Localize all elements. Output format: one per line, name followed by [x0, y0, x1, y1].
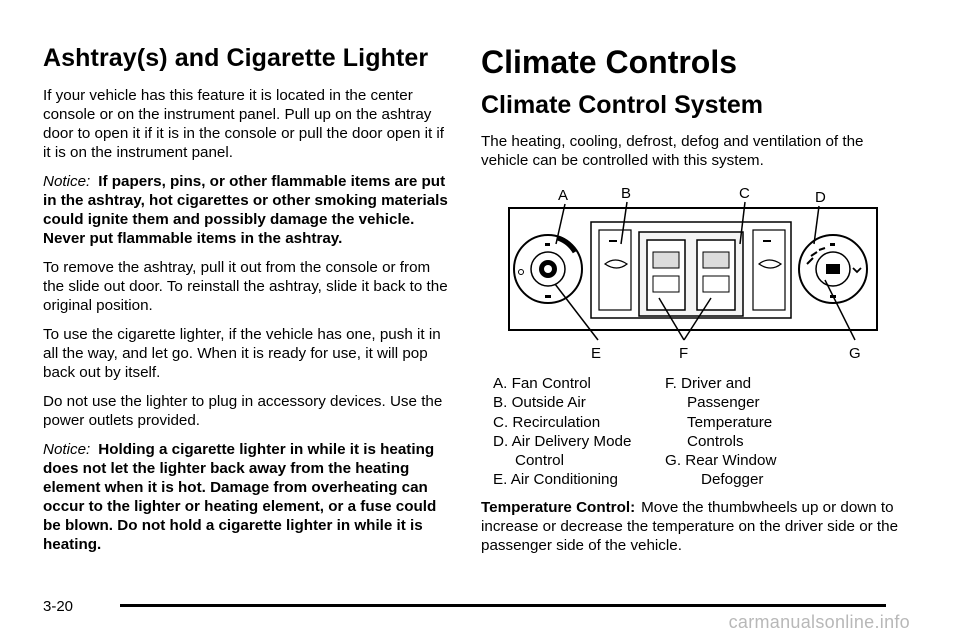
- figure-legend: [493, 374, 901, 490]
- climate-control-figure: [481, 180, 901, 370]
- label-e: E: [591, 345, 602, 362]
- climate-intro: The heating, cooling, defrost, defog and ventilation of the vehicle can be controlled with this system.: [481, 133, 864, 169]
- notice-text: Holding a cigarette lighter in while it is heating does not let the lighter back away from the heating element when it is hot. Damage from overheating can occur to the lighter or heating element, or a fuse could be blown. Do not hold a cigarette lighter in while it is heating.: [43, 441, 437, 553]
- temperature-control-paragraph: [481, 498, 901, 555]
- lighter-paragraph-1: To use the cigarette lighter, if the vehicle has one, push it in all the way, and let go. When it is ready for use, it will pop back out by itself.: [43, 326, 441, 381]
- legend-item-continued: Defogger: [701, 471, 764, 489]
- legend-item-continued: Temperature: [687, 413, 773, 431]
- temperature-control-text: Move the thumbwheels up or down to increase or decrease the temperature on the driver side or the passenger side of the vehicle.: [481, 498, 899, 554]
- lighter-paragraph-2: Do not use the lighter to plug in accessory devices. Use the power outlets provided.: [43, 393, 443, 429]
- label-b: B: [621, 185, 632, 202]
- ashtray-paragraph-2: To remove the ashtray, pull it out from the console or from the slide out door. To reinstall the ashtray, slide it back to the original position.: [43, 259, 448, 314]
- climate-system-subtitle: Climate Control System: [481, 91, 764, 119]
- legend-column-2: [665, 374, 885, 490]
- notice-label: Notice:: [43, 441, 91, 458]
- label-f: F: [679, 345, 689, 362]
- label-g: G: [849, 345, 861, 362]
- legend-item: F. Driver and: [665, 375, 752, 392]
- label-a: A: [558, 187, 569, 204]
- page-number: 3-20: [43, 598, 74, 615]
- legend-item-continued: Control: [515, 452, 564, 470]
- notice-label: Notice:: [43, 173, 91, 190]
- legend-column-1: [493, 374, 665, 490]
- legend-item-continued: Controls: [687, 432, 744, 450]
- ashtray-heading: Ashtray(s) and Cigarette Lighter: [43, 44, 429, 72]
- center-thumbwheel-panel: [591, 222, 791, 318]
- watermark: carmanualsonline.info: [728, 612, 910, 632]
- notice-text: If papers, pins, or other flammable items are put in the ashtray, hot cigarettes or other smoking materials could ignite them and possibly damage the vehicle. Never put flammable items in the ashtray.: [43, 173, 448, 247]
- label-c: C: [739, 185, 750, 202]
- legend-item: E. Air Conditioning: [493, 471, 618, 489]
- left-column: [43, 44, 453, 564]
- fan-control-knob: [514, 235, 582, 303]
- notice-flammable: [43, 172, 453, 248]
- climate-controls-title: Climate Controls: [481, 44, 738, 80]
- label-d: D: [815, 189, 826, 206]
- temperature-control-label: Temperature Control:: [481, 498, 636, 516]
- footer-rule: [120, 604, 886, 607]
- legend-item: A. Fan Control: [493, 375, 591, 392]
- legend-item: B. Outside Air: [493, 394, 586, 412]
- legend-item: D. Air Delivery Mode: [493, 432, 632, 450]
- legend-item: G. Rear Window: [665, 452, 777, 470]
- climate-panel-illustration: [481, 180, 901, 370]
- legend-item: C. Recirculation: [493, 413, 601, 431]
- legend-item-continued: Passenger: [687, 394, 760, 412]
- right-column: [481, 44, 901, 565]
- notice-lighter: [43, 440, 453, 554]
- air-delivery-knob: [799, 235, 867, 303]
- ashtray-paragraph-1: If your vehicle has this feature it is located in the center console or on the instrument panel. Pull up on the ashtray door to open it if it is in the console or pull the door open it if it is on the instrument panel.: [43, 87, 445, 161]
